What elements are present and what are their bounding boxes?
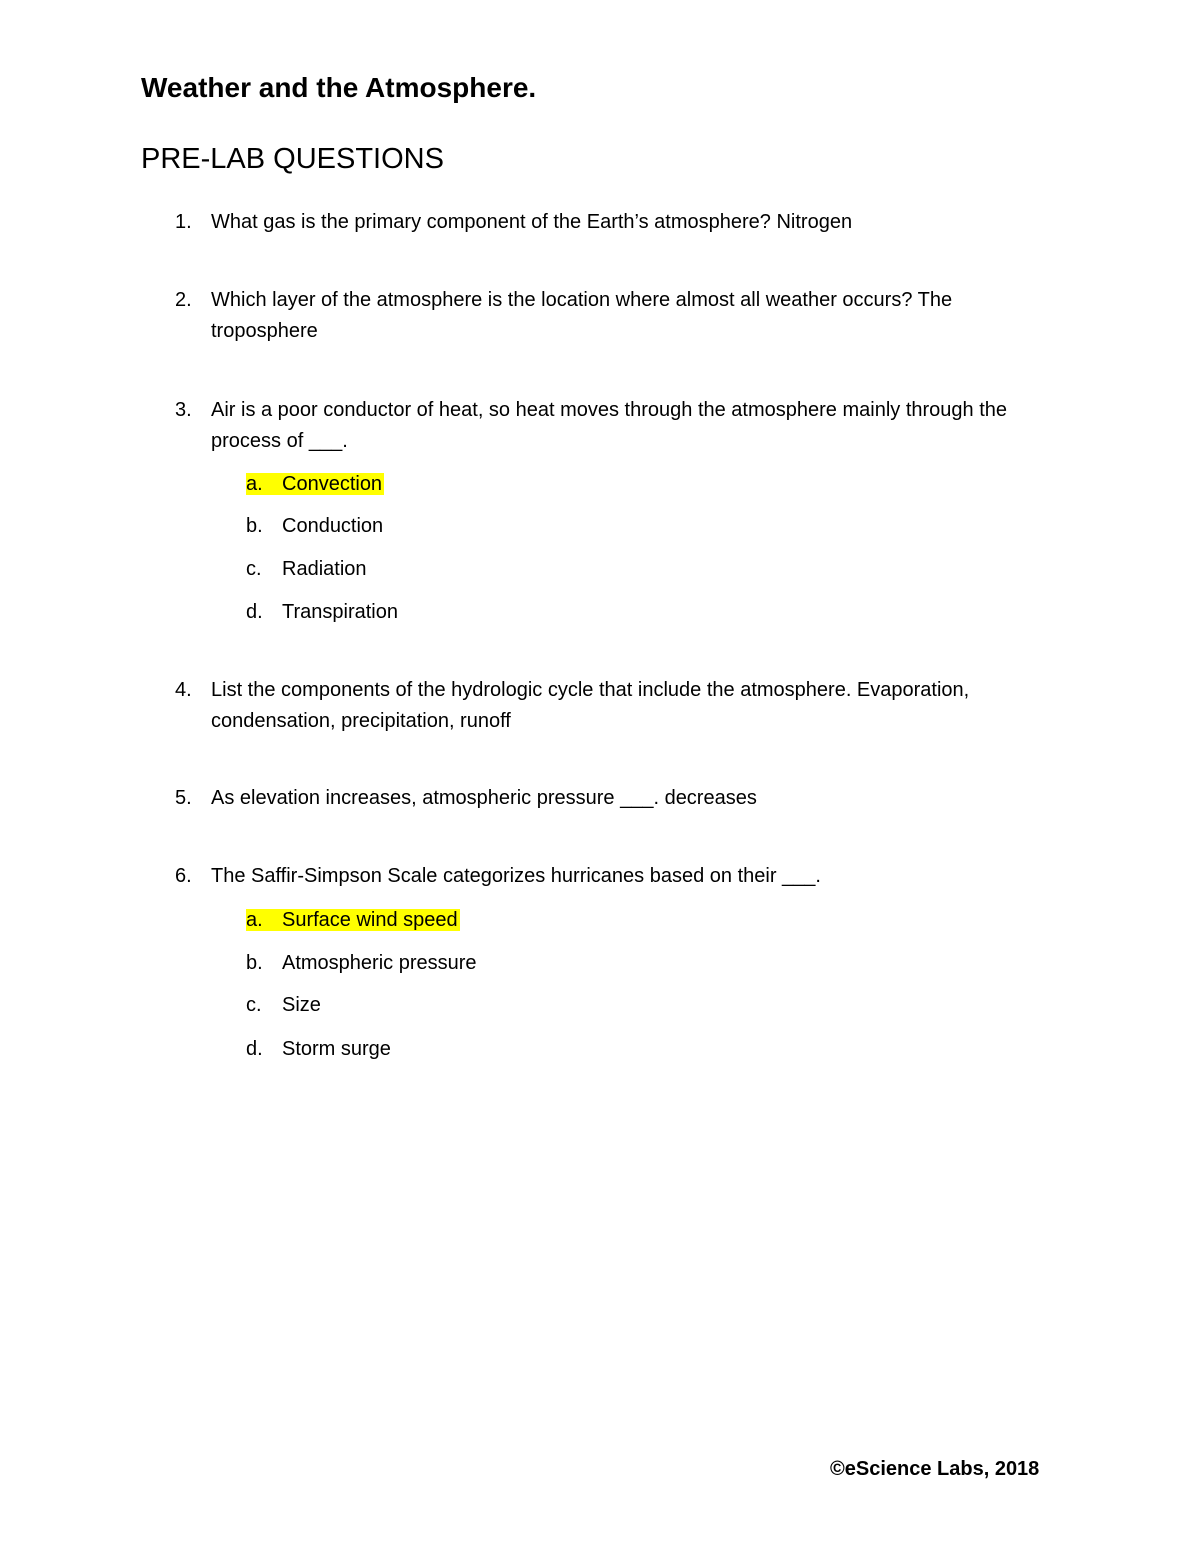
- question-number: 4.: [175, 679, 192, 701]
- option-3a: [246, 471, 384, 497]
- question-number: 5.: [175, 787, 192, 809]
- question-text: What gas is the primary component of the Earth’s atmosphere? Nitrogen: [211, 211, 853, 233]
- option-letter: b.: [246, 515, 263, 537]
- question-number: 2.: [175, 289, 192, 311]
- highlighted-answer: [246, 909, 460, 931]
- option-text: Surface wind speed: [282, 909, 458, 931]
- question-3: [175, 395, 1055, 457]
- option-letter: a.: [246, 909, 263, 931]
- option-text: Storm surge: [282, 1038, 391, 1060]
- question-text: Air is a poor conductor of heat, so heat moves through the atmosphere mainly through the process of ___.: [211, 399, 1008, 452]
- question-text: As elevation increases, atmospheric pressure ___. decreases: [211, 787, 757, 809]
- option-letter: d.: [246, 1038, 263, 1060]
- option-6b: [246, 950, 477, 976]
- question-6: [175, 861, 1055, 892]
- option-text: Convection: [282, 473, 383, 495]
- option-6d: [246, 1036, 391, 1062]
- question-2: [175, 285, 1055, 347]
- question-text: The Saffir-Simpson Scale categorizes hurricanes based on their ___.: [211, 865, 821, 887]
- question-text: List the components of the hydrologic cycle that include the atmosphere. Evaporation, condensation, precipitation, runoff: [211, 679, 970, 732]
- question-number: 6.: [175, 865, 192, 887]
- question-5: [175, 783, 1055, 814]
- question-text: Which layer of the atmosphere is the location where almost all weather occurs? The troposphere: [211, 289, 953, 342]
- option-letter: c.: [246, 994, 262, 1016]
- highlighted-answer: [246, 473, 384, 495]
- option-letter: c.: [246, 558, 262, 580]
- question-number: 1.: [175, 211, 192, 233]
- copyright-footer: ©eScience Labs, 2018: [830, 1458, 1040, 1480]
- question-4: [175, 675, 1055, 737]
- option-3d: [246, 599, 398, 625]
- option-letter: d.: [246, 601, 263, 623]
- option-text: Atmospheric pressure: [282, 952, 477, 974]
- option-6c: [246, 992, 321, 1018]
- option-letter: a.: [246, 473, 263, 495]
- option-6a: [246, 907, 460, 933]
- section-title: PRE-LAB QUESTIONS: [141, 143, 444, 175]
- question-number: 3.: [175, 399, 192, 421]
- option-text: Radiation: [282, 558, 367, 580]
- question-1: [175, 207, 1055, 238]
- option-text: Conduction: [282, 515, 384, 537]
- document-title: Weather and the Atmosphere.: [141, 72, 537, 103]
- option-letter: b.: [246, 952, 263, 974]
- option-text: Transpiration: [282, 601, 398, 623]
- option-text: Size: [282, 994, 321, 1016]
- option-3c: [246, 556, 367, 582]
- option-3b: [246, 513, 383, 539]
